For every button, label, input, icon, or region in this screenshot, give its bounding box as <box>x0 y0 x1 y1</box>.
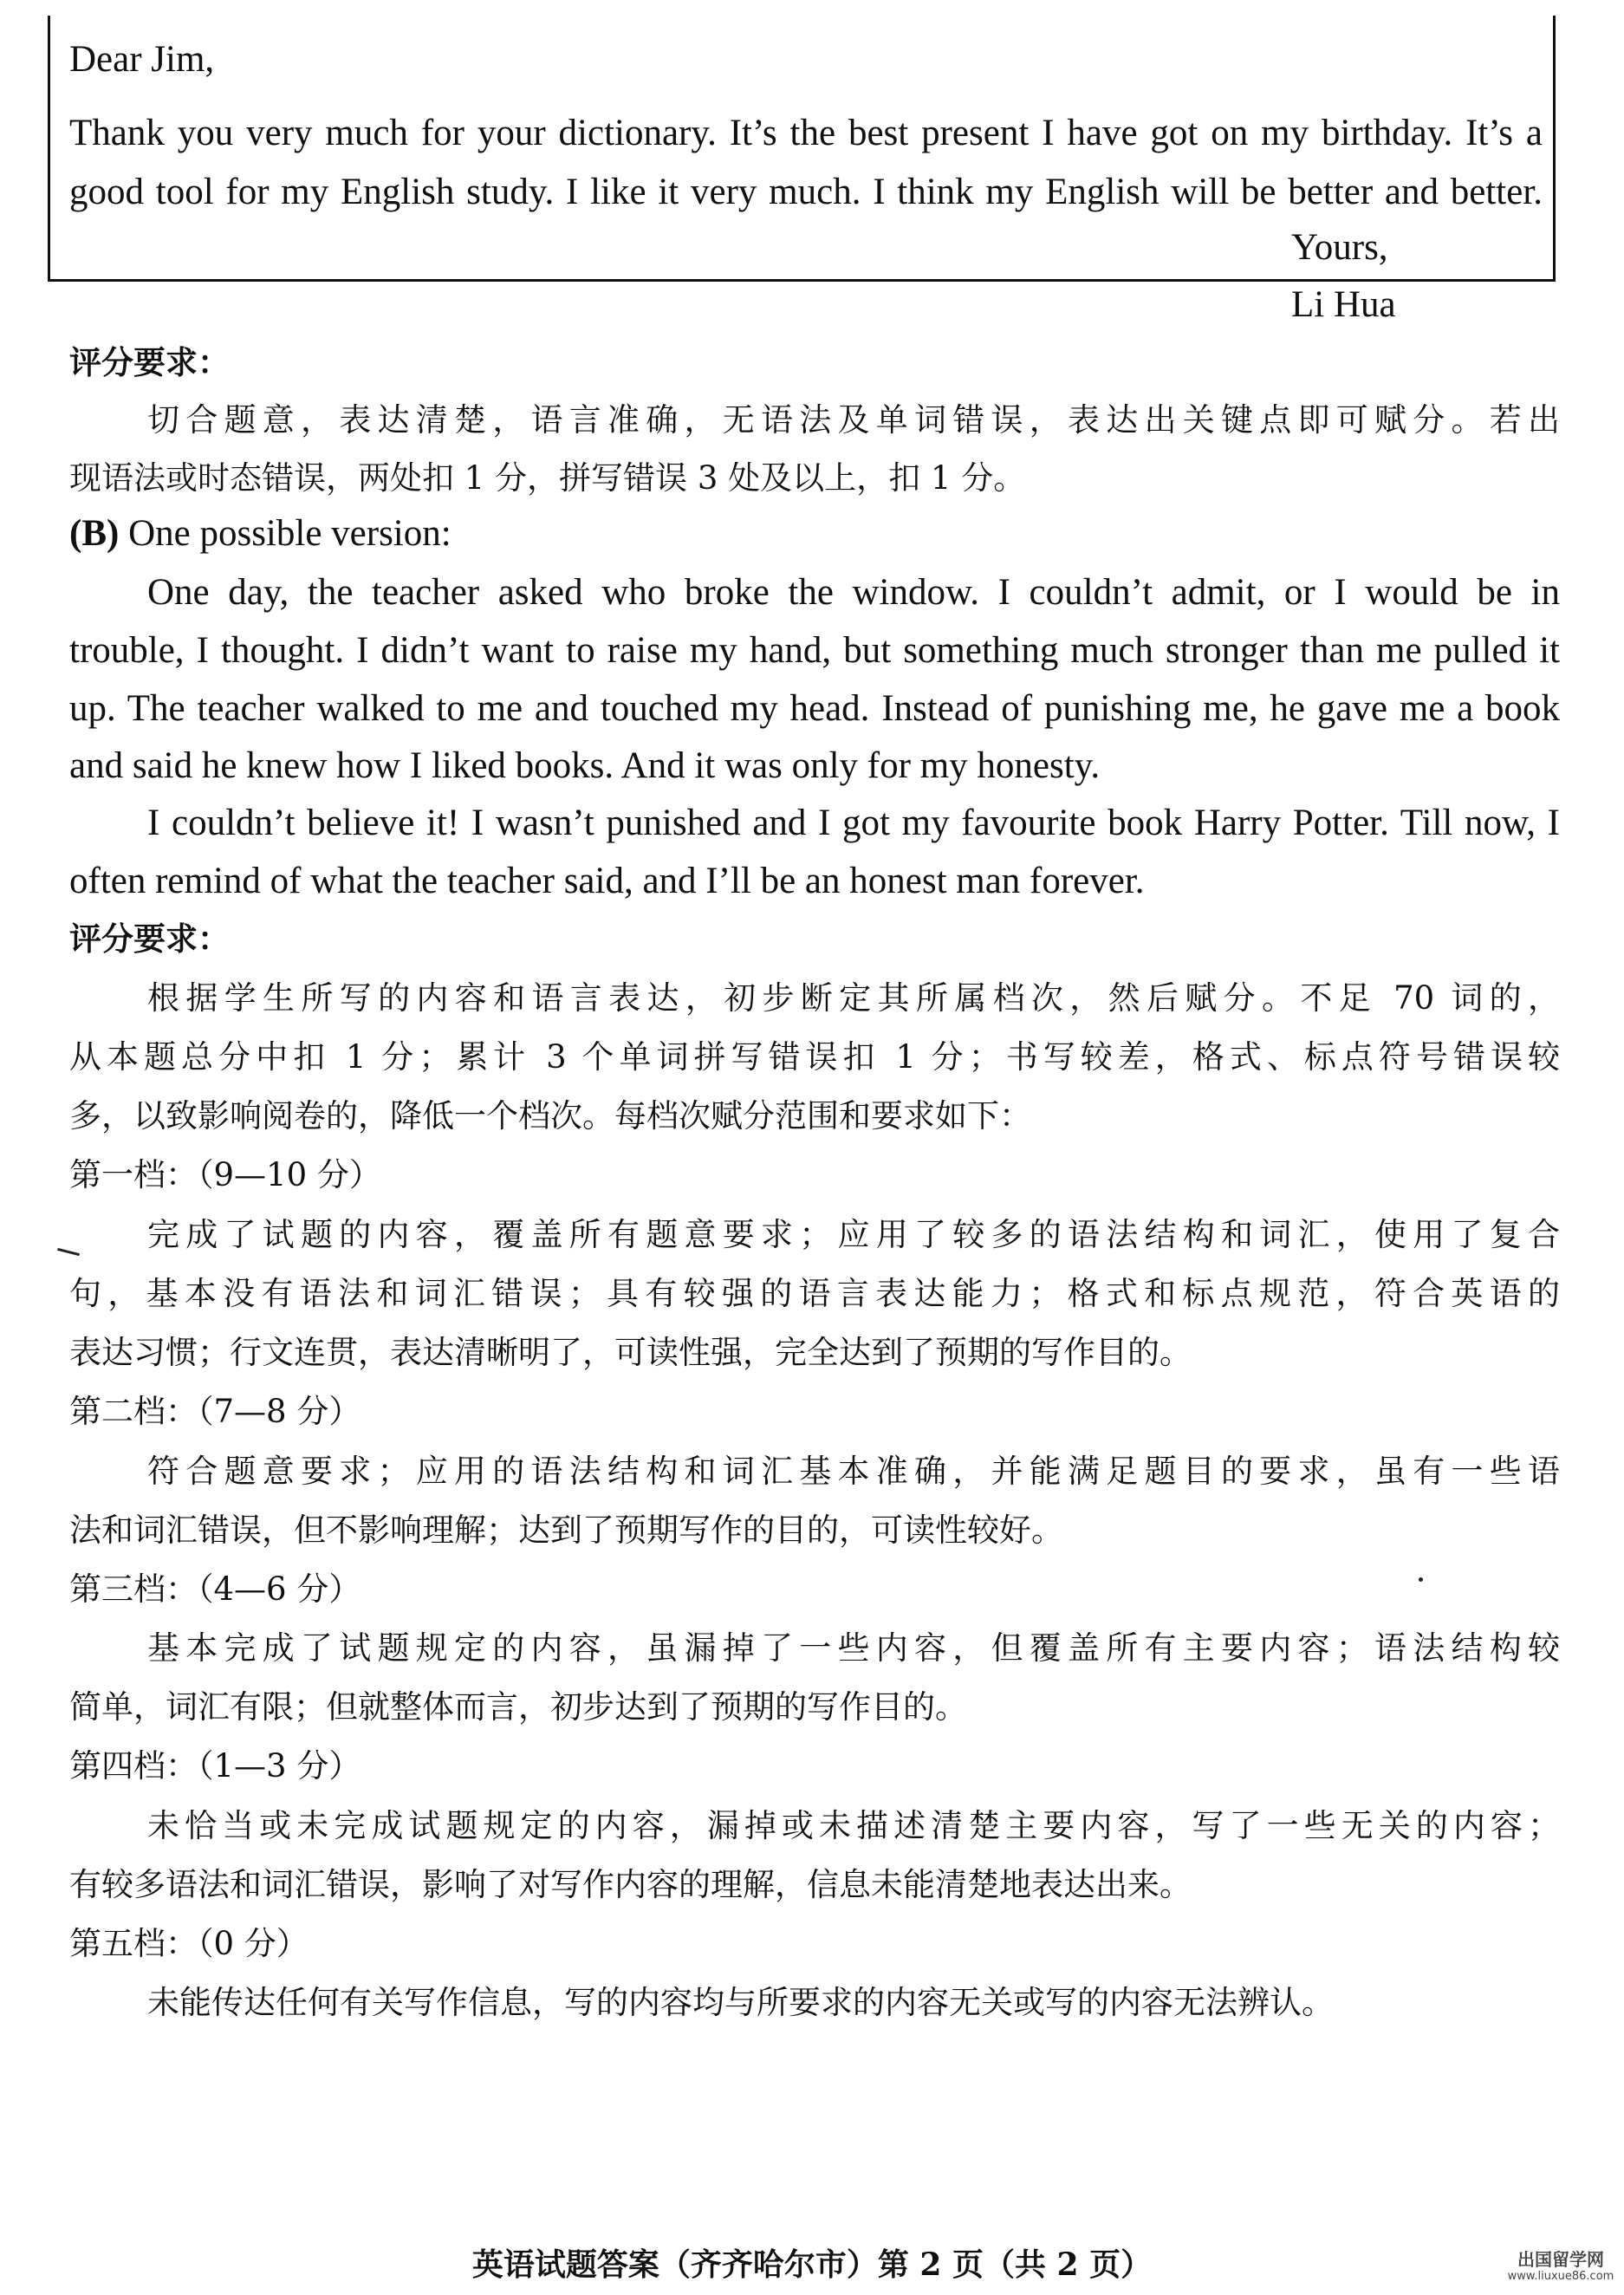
tier-text-line: 未能传达任何有关写作信息，写的内容均与所要求的内容无关或写的内容无法辨认。 <box>147 1984 1334 2021</box>
tier-heading: 第二档：（7—8 分） <box>69 1393 361 1430</box>
section-b-label: (B) <box>69 513 120 554</box>
tier-text-line: 表达习惯；行文连贯，表达清晰明了，可读性强，完全达到了预期的写作目的。 <box>69 1334 1192 1371</box>
stray-mark <box>57 1248 80 1256</box>
tier-text-line: 法和词汇错误，但不影响理解；达到了预期写作的目的，可读性较好。 <box>69 1512 1063 1549</box>
tier-text-line: 简单，词汇有限；但就整体而言，初步达到了预期的写作目的。 <box>69 1688 967 1726</box>
tier-text-line: 基本完成了试题规定的内容，虽漏掉了一些内容，但覆盖所有主要内容；语法结构较 <box>147 1629 1560 1667</box>
letter-body-line: good tool for my English study. I like it very much. I think my English will be better and better. <box>69 172 1543 212</box>
scoring-heading: 评分要求： <box>69 920 230 958</box>
tier-heading: 第四档：（1—3 分） <box>69 1747 361 1785</box>
tier-text-line: 符合题意要求；应用的语法结构和词汇基本准确，并能满足题目的要求，虽有一些语 <box>147 1453 1560 1490</box>
tier-text-line: 完成了试题的内容，覆盖所有题意要求；应用了较多的语法结构和词汇，使用了复合 <box>147 1216 1560 1253</box>
essay-line: often remind of what the teacher said, and I’ll be an honest man forever. <box>69 861 1145 901</box>
scoring-text-line: 根据学生所写的内容和语言表达，初步断定其所属档次，然后赋分。不足 70 词的， <box>147 979 1560 1017</box>
letter-closing: Yours, <box>1291 227 1388 268</box>
watermark-url: www.liuxue86.com <box>1507 2270 1614 2283</box>
site-watermark <box>1504 2249 1618 2284</box>
scoring-text-line: 现语法或时态错误，两处扣 1 分，拼写错误 3 处及以上，扣 1 分。 <box>69 459 1026 497</box>
letter-body-line: Thank you very much for your dictionary. It’s the best present I have got on my birthday. It’s a <box>69 113 1543 153</box>
watermark-name: 出国留学网 <box>1517 2249 1604 2270</box>
tier-heading: 第三档：（4—6 分） <box>69 1570 361 1608</box>
essay-line: up. The teacher walked to me and touched my head. Instead of punishing me, he gave me a book <box>69 688 1560 729</box>
essay-line: and said he knew how I liked books. And it was only for my honesty. <box>69 745 1101 786</box>
essay-line: One day, the teacher asked who broke the window. I couldn’t admit, or I would be in <box>147 572 1560 613</box>
stray-dot <box>1419 1577 1423 1582</box>
essay-line: I couldn’t believe it! I wasn’t punished and I got my favourite book Harry Potter. Till now, I <box>147 803 1560 843</box>
scoring-text-line: 多，以致影响阅卷的，降低一个档次。每档次赋分范围和要求如下： <box>69 1097 1031 1134</box>
tier-text-line: 未恰当或未完成试题规定的内容，漏掉或未描述清楚主要内容，写了一些无关的内容； <box>147 1807 1560 1844</box>
tier-heading: 第五档：（0 分） <box>69 1925 309 1962</box>
letter-greeting: Dear Jim, <box>69 39 215 80</box>
tier-text-line: 句，基本没有语法和词汇错误；具有较强的语言表达能力；格式和标点规范，符合英语的 <box>69 1275 1560 1312</box>
scoring-text-line: 切合题意，表达清楚，语言准确，无语法及单词错误，表达出关键点即可赋分。若出 <box>147 401 1560 439</box>
section-b-title: One possible version: <box>128 513 451 554</box>
section-b-heading <box>69 504 451 562</box>
essay-line: trouble, I thought. I didn’t want to raise my hand, but something much stronger than me pulled it <box>69 630 1560 671</box>
tier-text-line: 有较多语法和词汇错误，影响了对写作内容的理解，信息未能清楚地表达出来。 <box>69 1866 1192 1903</box>
letter-signature: Li Hua <box>1291 284 1396 325</box>
page-footer: 英语试题答案（齐齐哈尔市）第 2 页（共 2 页） <box>471 2246 1153 2283</box>
scoring-text-line: 从本题总分中扣 1 分；累计 3 个单词拼写错误扣 1 分；书写较差，格式、标点符号错误较 <box>69 1038 1560 1076</box>
tier-heading: 第一档：（9—10 分） <box>69 1156 381 1193</box>
scoring-heading: 评分要求： <box>69 343 230 381</box>
